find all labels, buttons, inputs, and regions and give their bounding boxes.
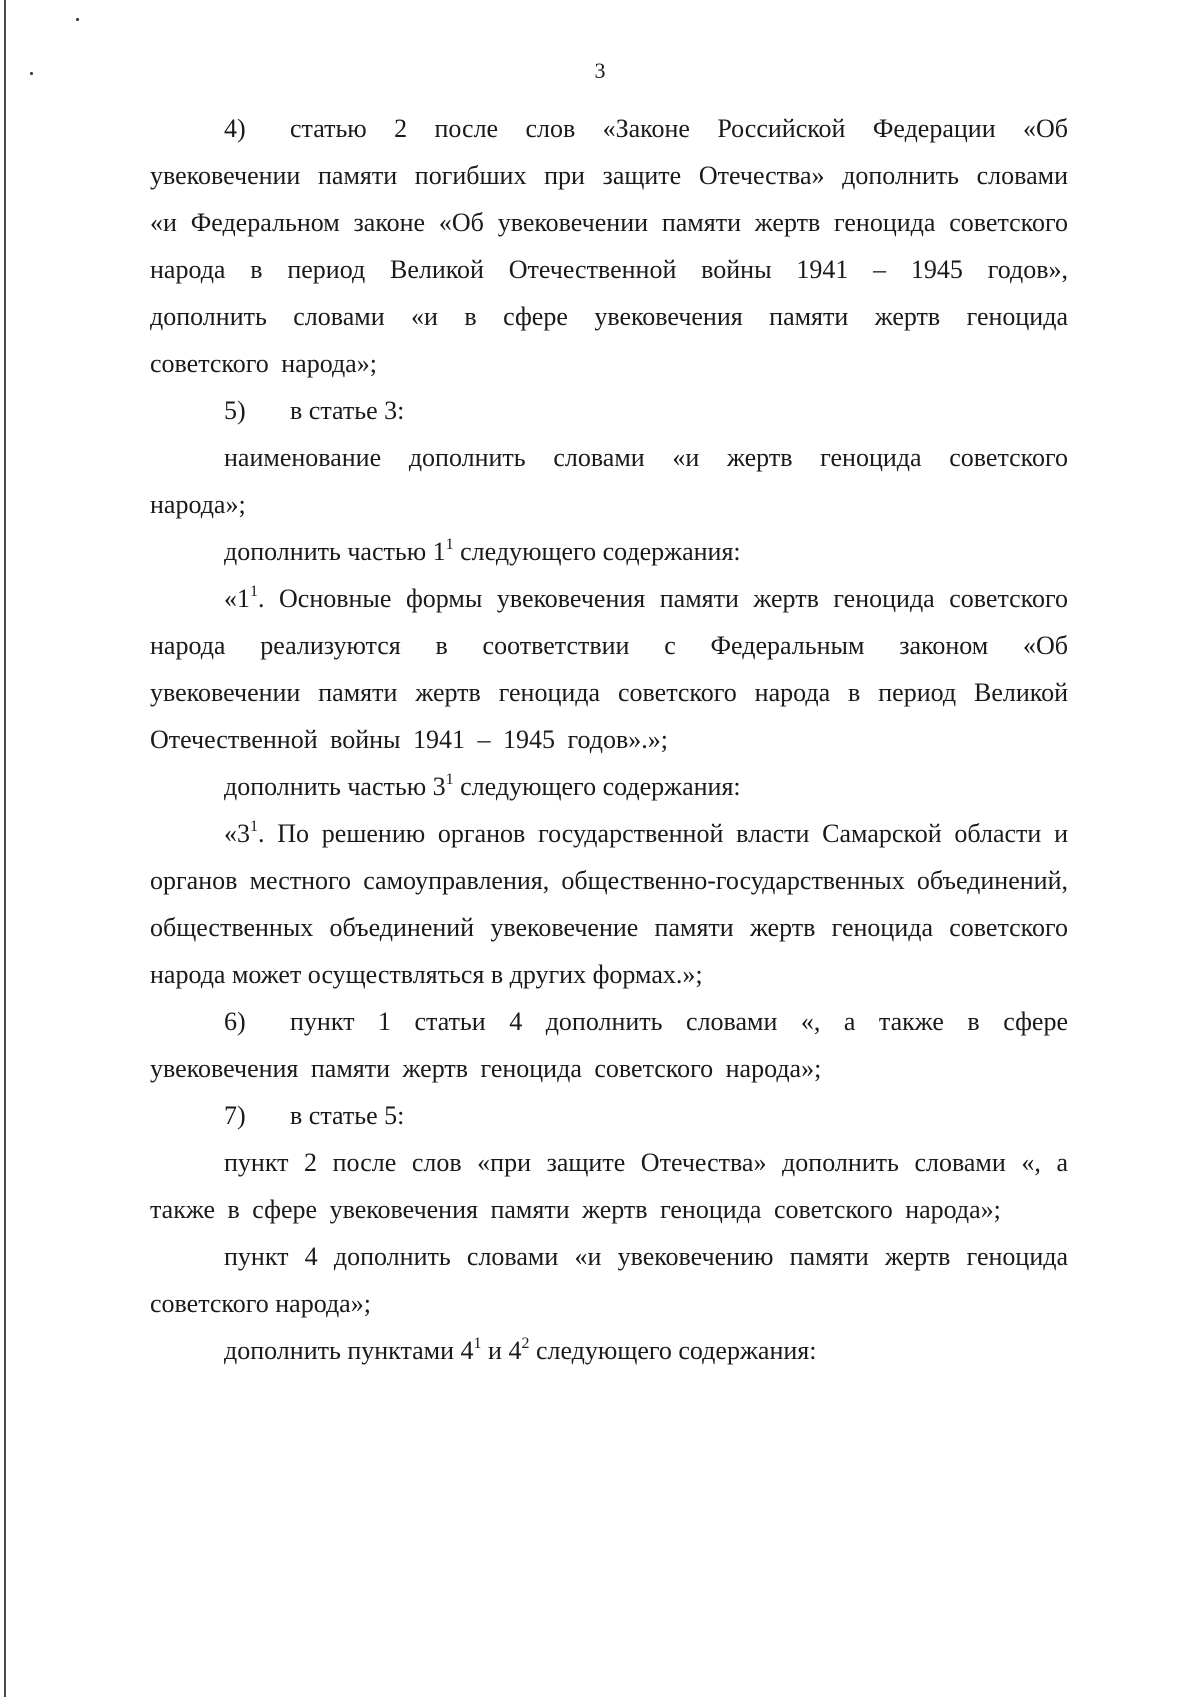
superscript: 1 [250, 583, 258, 600]
paragraph: пункт 4 дополнить словами «и увековечению памяти жертв геноцида советского народа»; [150, 1242, 1068, 1318]
superscript: 2 [521, 1335, 530, 1352]
item-number: 7) [224, 1101, 246, 1130]
item-number: 6) [224, 1007, 246, 1036]
item-7 [150, 1092, 1068, 1139]
paragraph: пункт 2 после слов «при защите Отечества» дополнить словами «, а также в сфере увековечения памяти жертв геноцида советского народа»; [150, 1148, 1068, 1224]
text-run: . Основные формы увековечения памяти жертв геноцида советского народа реализуются в соответствии с Федеральным законом «Об увековечении памяти жертв геноцида советского народа в период Великой Отечественной войны 1941 – 1945 годов».»; [150, 584, 1068, 754]
item-text: пункт 1 статьи 4 дополнить словами «, а также в сфере увековечения памяти жертв геноцида советского народа»; [150, 1007, 1068, 1083]
paragraph [150, 528, 1068, 575]
item-number: 4) [224, 114, 246, 143]
text-run: следующего содержания: [529, 1336, 817, 1365]
paragraph: наименование дополнить словами «и жертв геноцида советского народа»; [150, 443, 1068, 519]
item-text: статью 2 после слов «Законе Российской Федерации «Об увековечении памяти погибших при защите Отечества» дополнить словами «и Федеральном законе «Об увековечении памяти жертв геноцида советского народа в период Великой Отечественной войны 1941 – 1945 годов», дополнить словами «и в сфере увековечения памяти жертв геноцида советского народа»; [150, 114, 1068, 378]
text-run: и 4 [481, 1336, 522, 1365]
text-run: дополнить пунктами 4 [224, 1336, 474, 1365]
item-text: в статье 5: [290, 1101, 405, 1130]
superscript: 1 [445, 536, 454, 553]
paragraph [150, 1327, 1068, 1374]
document-body [150, 105, 1068, 1374]
item-5 [150, 387, 1068, 434]
item-text: в статье 3: [290, 396, 405, 425]
item-6 [150, 998, 1068, 1092]
page-number: 3 [594, 58, 606, 83]
text-run: следующего содержания: [453, 537, 741, 566]
scan-speck [76, 18, 79, 21]
superscript: 1 [473, 1335, 482, 1352]
text-run: «3 [224, 819, 250, 848]
paragraph [150, 810, 1068, 998]
text-run: дополнить частью 1 [224, 537, 446, 566]
superscript: 1 [250, 818, 258, 835]
text-run: «1 [224, 584, 250, 613]
item-number: 5) [224, 396, 246, 425]
text-run: следующего содержания: [453, 772, 741, 801]
text-run: . По решению органов государственной власти Самарской области и органов местного самоуправления, общественно-государственных объединений, общественных объединений увековечение памяти жертв геноцида советского народа может осуществляться в других формах.»; [150, 819, 1068, 989]
paragraph [150, 575, 1068, 763]
superscript: 1 [445, 771, 454, 788]
text-run: дополнить частью 3 [224, 772, 446, 801]
item-4 [150, 105, 1068, 387]
paragraph [150, 763, 1068, 810]
scan-edge-line [4, 0, 6, 1697]
